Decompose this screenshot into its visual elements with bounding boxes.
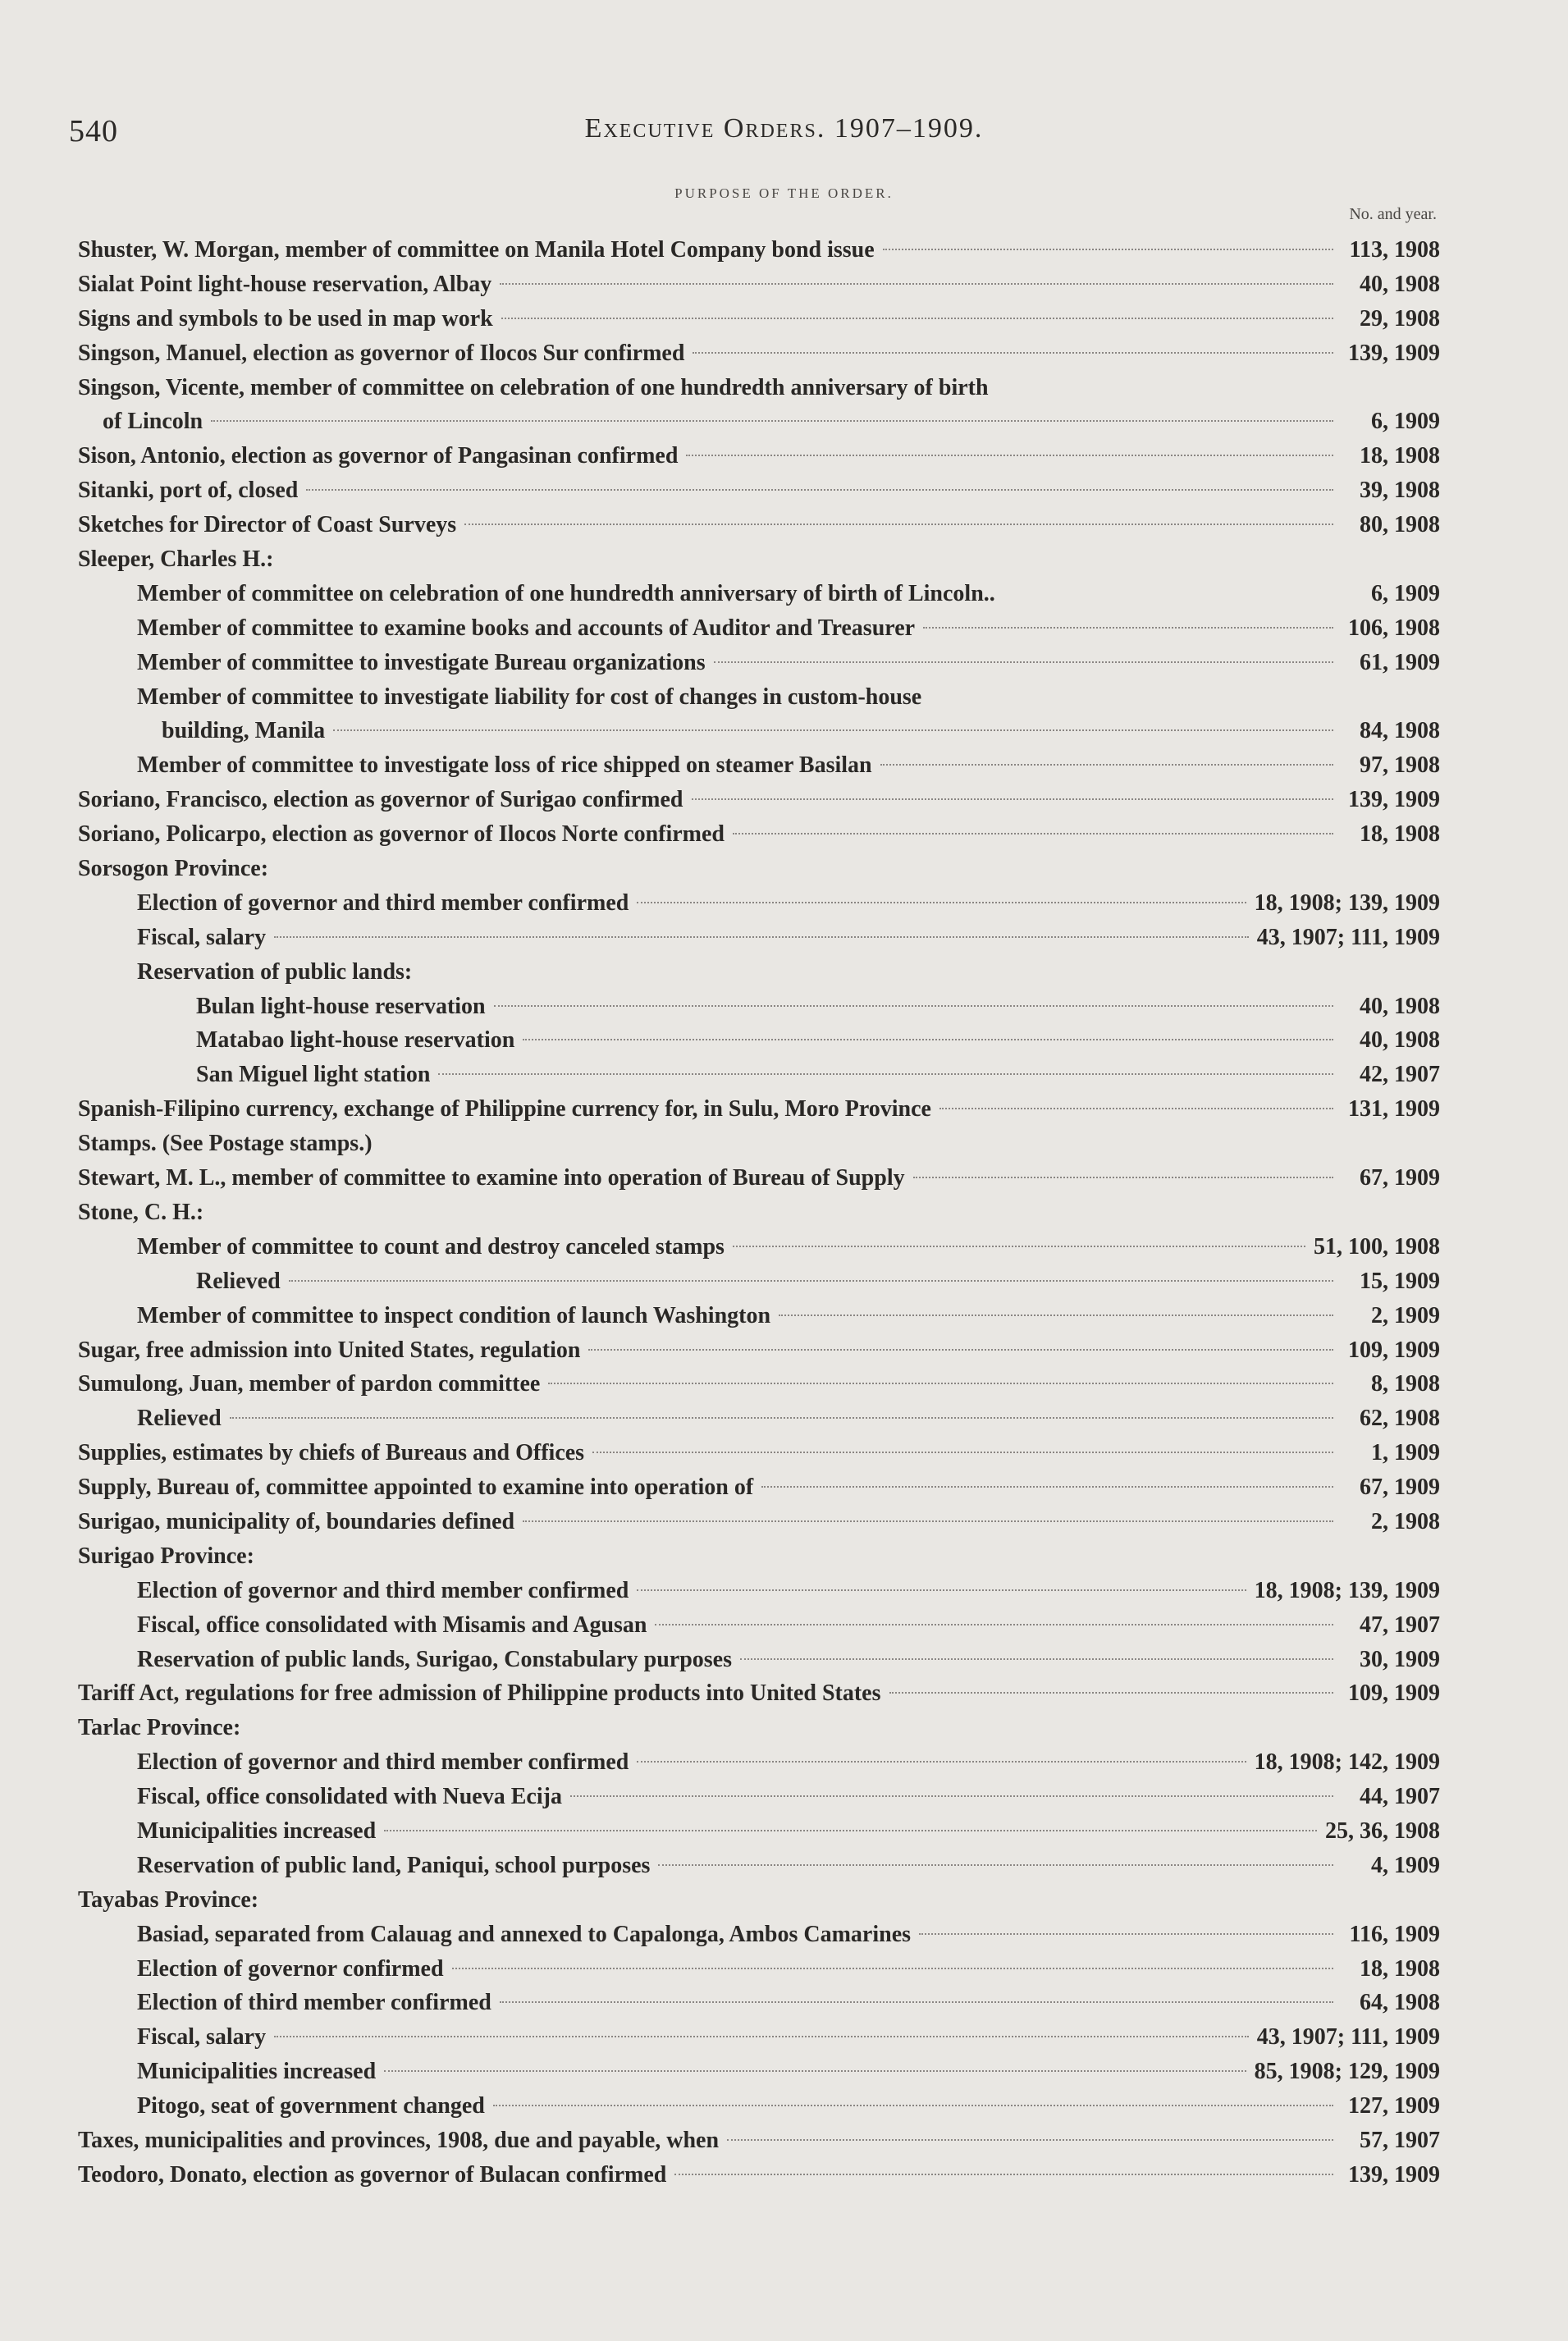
entry-text: Member of committee to investigate loss of rice shipped on steamer Basilan bbox=[137, 752, 872, 779]
entry-number: 109, 1909 bbox=[1348, 1680, 1440, 1707]
entry-number: 39, 1908 bbox=[1360, 478, 1440, 504]
dot-leader bbox=[452, 1968, 1333, 1969]
entry-text: Fiscal, salary bbox=[137, 2024, 267, 2051]
index-entry bbox=[78, 2158, 1440, 2192]
entry-text: Tarlac Province: bbox=[78, 1715, 241, 1741]
entry-number: 97, 1908 bbox=[1360, 752, 1440, 779]
index-entry bbox=[78, 439, 1440, 473]
index-entry bbox=[78, 1986, 1440, 2020]
index-entry bbox=[78, 646, 1440, 680]
entry-text: Tayabas Province: bbox=[78, 1886, 259, 1913]
entry-text: Reservation of public land, Paniqui, school purposes bbox=[137, 1852, 651, 1878]
index-entry bbox=[78, 1230, 1440, 1264]
dot-leader bbox=[306, 489, 1333, 491]
entry-number: 42, 1907 bbox=[1360, 1062, 1440, 1088]
dot-leader bbox=[740, 1658, 1333, 1660]
entry-text: Stamps. (See Postage stamps.) bbox=[78, 1131, 373, 1157]
index-entry bbox=[78, 1539, 1440, 1574]
entry-number: 18, 1908; 142, 1909 bbox=[1254, 1749, 1440, 1776]
entry-text: Election of governor and third member confirmed bbox=[137, 889, 629, 916]
index-entry bbox=[78, 1401, 1440, 1436]
index-entry bbox=[78, 1608, 1440, 1643]
index-entry bbox=[78, 1918, 1440, 1952]
entry-number: 44, 1907 bbox=[1360, 1784, 1440, 1810]
dot-leader bbox=[289, 1280, 1333, 1282]
entry-text: Municipalities increased bbox=[137, 2059, 377, 2085]
entry-text: Member of committee to examine books and accounts of Auditor and Treasurer bbox=[137, 615, 916, 641]
entry-number: 40, 1908 bbox=[1360, 271, 1440, 297]
entry-text: Shuster, W. Morgan, member of committee on Manila Hotel Company bond issue bbox=[78, 237, 875, 263]
index-entry bbox=[78, 577, 1440, 611]
dot-leader bbox=[919, 1933, 1333, 1935]
entry-number: 106, 1908 bbox=[1348, 615, 1440, 641]
entry-text: Relieved bbox=[137, 1406, 222, 1432]
index-entry bbox=[78, 473, 1440, 508]
index-entry bbox=[78, 955, 1440, 990]
dot-leader bbox=[500, 283, 1333, 285]
entry-text: Supplies, estimates by chiefs of Bureaus and Offices bbox=[78, 1440, 585, 1466]
index-entry bbox=[78, 542, 1440, 577]
entry-number: 85, 1908; 129, 1909 bbox=[1254, 2059, 1440, 2085]
entry-text: Member of committee to count and destroy canceled stamps bbox=[137, 1233, 725, 1260]
index-entry bbox=[78, 371, 1440, 405]
entry-text: Election of governor confirmed bbox=[137, 1955, 444, 1982]
dot-leader bbox=[637, 1761, 1246, 1763]
entry-text: Member of committee on celebration of one hundredth anniversary of birth of Lincoln.. bbox=[137, 580, 995, 606]
entry-text: Sugar, free admission into United States, regulation bbox=[78, 1337, 581, 1363]
entry-number: 80, 1908 bbox=[1360, 512, 1440, 538]
dot-leader bbox=[501, 318, 1333, 319]
entry-text: Signs and symbols to be used in map work bbox=[78, 305, 493, 331]
dot-leader bbox=[274, 936, 1249, 938]
column-heading: No. and year. bbox=[1349, 205, 1437, 223]
entry-number: 57, 1907 bbox=[1360, 2127, 1440, 2153]
dot-leader bbox=[274, 2036, 1249, 2037]
entry-text: Soriano, Francisco, election as governor of Surigao confirmed bbox=[78, 787, 683, 813]
index-entry bbox=[78, 1574, 1440, 1608]
entry-number: 67, 1909 bbox=[1360, 1165, 1440, 1191]
index-entry bbox=[78, 817, 1440, 852]
index-entry bbox=[78, 1780, 1440, 1814]
index-entry bbox=[78, 1676, 1440, 1711]
index-entry bbox=[78, 405, 1440, 439]
entry-text: Fiscal, office consolidated with Misamis and Agusan bbox=[137, 1612, 647, 1638]
entry-number: 29, 1908 bbox=[1360, 305, 1440, 331]
index-entry bbox=[78, 1711, 1440, 1745]
entry-number: 67, 1909 bbox=[1360, 1475, 1440, 1501]
entry-number: 2, 1909 bbox=[1371, 1302, 1440, 1328]
index-entry bbox=[78, 1092, 1440, 1127]
entry-text: Stone, C. H.: bbox=[78, 1199, 204, 1225]
index-entry bbox=[78, 233, 1440, 267]
entry-text: Election of third member confirmed bbox=[137, 1990, 491, 2016]
dot-leader bbox=[779, 1315, 1333, 1316]
dot-leader bbox=[637, 1589, 1246, 1591]
index-entry bbox=[78, 611, 1440, 646]
entry-text: Bulan light-house reservation bbox=[196, 993, 486, 1019]
dot-leader bbox=[230, 1417, 1333, 1419]
index-entry bbox=[78, 1161, 1440, 1196]
index-entry bbox=[78, 2124, 1440, 2158]
index-entry bbox=[78, 508, 1440, 542]
entry-text: Matabao light-house reservation bbox=[196, 1027, 515, 1054]
index-entry bbox=[78, 1436, 1440, 1470]
entry-number: 139, 1909 bbox=[1348, 787, 1440, 813]
entry-number: 18, 1908 bbox=[1360, 443, 1440, 469]
dot-leader bbox=[570, 1795, 1333, 1797]
index-entry bbox=[78, 1883, 1440, 1918]
index-entry bbox=[78, 1814, 1440, 1849]
dot-leader bbox=[939, 1108, 1333, 1109]
entry-number: 64, 1908 bbox=[1360, 1990, 1440, 2016]
entry-text: Teodoro, Donato, election as governor of Bulacan confirmed bbox=[78, 2161, 667, 2188]
index-entry bbox=[78, 886, 1440, 921]
dot-leader bbox=[733, 833, 1333, 834]
entry-text: Sumulong, Juan, member of pardon committee bbox=[78, 1371, 541, 1397]
dot-leader bbox=[733, 1246, 1305, 1247]
running-title: Executive Orders. 1907–1909. bbox=[584, 113, 984, 144]
index-entry bbox=[78, 1299, 1440, 1333]
entry-text: Municipalities increased bbox=[137, 1817, 377, 1844]
entry-text: Soriano, Policarpo, election as governor of Ilocos Norte confirmed bbox=[78, 821, 725, 848]
entry-number: 30, 1909 bbox=[1360, 1646, 1440, 1672]
entry-text: Tariff Act, regulations for free admission of Philippine products into United States bbox=[78, 1680, 881, 1707]
entry-number: 4, 1909 bbox=[1371, 1852, 1440, 1878]
entry-text: Sleeper, Charles H.: bbox=[78, 546, 274, 573]
dot-leader bbox=[727, 2139, 1333, 2141]
entry-text: Relieved bbox=[196, 1268, 281, 1294]
dot-leader bbox=[658, 1864, 1333, 1866]
dot-leader bbox=[693, 352, 1333, 354]
entry-text: Basiad, separated from Calauag and annexed to Capalonga, Ambos Camarines bbox=[137, 1921, 912, 1947]
entry-number: 18, 1908; 139, 1909 bbox=[1254, 1577, 1440, 1603]
entry-text: San Miguel light station bbox=[196, 1062, 431, 1088]
entry-number: 6, 1909 bbox=[1371, 409, 1440, 435]
entry-number: 127, 1909 bbox=[1348, 2093, 1440, 2119]
dot-leader bbox=[333, 729, 1333, 731]
entry-text: Spanish-Filipino currency, exchange of Philippine currency for, in Sulu, Moro Province bbox=[78, 1096, 931, 1122]
dot-leader bbox=[883, 249, 1333, 250]
dot-leader bbox=[588, 1349, 1333, 1351]
index-entry bbox=[78, 783, 1440, 817]
entry-text: Surigao Province: bbox=[78, 1543, 254, 1569]
index-entry bbox=[78, 302, 1440, 336]
dot-leader bbox=[384, 2070, 1246, 2072]
entry-text: Reservation of public lands: bbox=[137, 958, 413, 985]
dot-leader bbox=[880, 764, 1333, 766]
entry-number: 18, 1908 bbox=[1360, 821, 1440, 848]
entry-text: Sialat Point light-house reservation, Albay bbox=[78, 271, 492, 297]
entry-number: 8, 1908 bbox=[1371, 1371, 1440, 1397]
entry-text: Singson, Vicente, member of committee on celebration of one hundredth anniversary of birth bbox=[78, 374, 989, 400]
entry-number: 15, 1909 bbox=[1360, 1268, 1440, 1294]
entry-number: 1, 1909 bbox=[1371, 1440, 1440, 1466]
entry-text: Fiscal, salary bbox=[137, 924, 267, 950]
dot-leader bbox=[523, 1520, 1333, 1522]
dot-leader bbox=[592, 1452, 1333, 1453]
dot-leader bbox=[548, 1383, 1333, 1384]
index-entry bbox=[78, 1023, 1440, 1058]
entry-number: 51, 100, 1908 bbox=[1314, 1233, 1440, 1260]
index-entry bbox=[78, 1745, 1440, 1780]
entry-text: Sorsogon Province: bbox=[78, 856, 269, 882]
entry-text: Pitogo, seat of government changed bbox=[137, 2093, 485, 2119]
index-entry bbox=[78, 1849, 1440, 1883]
entry-text: Sitanki, port of, closed bbox=[78, 478, 299, 504]
index-entry bbox=[78, 1367, 1440, 1401]
dot-leader bbox=[493, 2105, 1333, 2106]
dot-leader bbox=[500, 2001, 1333, 2003]
dot-leader bbox=[384, 1830, 1317, 1831]
index-entry bbox=[78, 1470, 1440, 1505]
entry-text: of Lincoln bbox=[103, 409, 203, 435]
entry-text: Sison, Antonio, election as governor of Pangasinan confirmed bbox=[78, 443, 679, 469]
entry-number: 18, 1908; 139, 1909 bbox=[1254, 889, 1440, 916]
entry-number: 2, 1908 bbox=[1371, 1508, 1440, 1534]
dot-leader bbox=[637, 902, 1246, 903]
entry-number: 139, 1909 bbox=[1348, 2161, 1440, 2188]
entry-text: Election of governor and third member confirmed bbox=[137, 1749, 629, 1776]
entry-text: Fiscal, office consolidated with Nueva Ecija bbox=[137, 1784, 562, 1810]
dot-leader bbox=[674, 2174, 1333, 2175]
page-header bbox=[0, 113, 1568, 162]
entry-text: Supply, Bureau of, committee appointed to examine into operation of bbox=[78, 1475, 754, 1501]
entry-number: 43, 1907; 111, 1909 bbox=[1256, 2024, 1440, 2051]
entry-number: 6, 1909 bbox=[1371, 580, 1440, 606]
dot-leader bbox=[211, 420, 1333, 422]
entry-number: 61, 1909 bbox=[1360, 649, 1440, 675]
entry-text: Singson, Manuel, election as governor of Ilocos Sur confirmed bbox=[78, 340, 685, 366]
index-entry bbox=[78, 1952, 1440, 1987]
dot-leader bbox=[686, 455, 1333, 456]
index-entry bbox=[78, 1505, 1440, 1539]
entry-number: 109, 1909 bbox=[1348, 1337, 1440, 1363]
entry-text: Election of governor and third member confirmed bbox=[137, 1577, 629, 1603]
entry-number: 116, 1909 bbox=[1349, 1921, 1440, 1947]
entry-number: 25, 36, 1908 bbox=[1325, 1817, 1440, 1844]
entry-text: Surigao, municipality of, boundaries defined bbox=[78, 1508, 515, 1534]
entry-number: 40, 1908 bbox=[1360, 993, 1440, 1019]
dot-leader bbox=[494, 1005, 1333, 1007]
entry-text: building, Manila bbox=[162, 718, 326, 744]
dot-leader bbox=[523, 1039, 1333, 1040]
index-entry bbox=[78, 1643, 1440, 1677]
page-number: 540 bbox=[69, 114, 118, 149]
index-entry bbox=[78, 921, 1440, 955]
entry-number: 47, 1907 bbox=[1360, 1612, 1440, 1638]
index-entries bbox=[78, 233, 1440, 2192]
index-entry bbox=[78, 1058, 1440, 1092]
index-entry bbox=[78, 336, 1440, 371]
entry-text: Member of committee to inspect condition of launch Washington bbox=[137, 1302, 771, 1328]
entry-text: Member of committee to investigate liability for cost of changes in custom-house bbox=[137, 684, 922, 710]
entry-number: 84, 1908 bbox=[1360, 718, 1440, 744]
index-entry bbox=[78, 1127, 1440, 1161]
dot-leader bbox=[913, 1177, 1333, 1178]
index-entry bbox=[78, 2020, 1440, 2055]
index-entry bbox=[78, 990, 1440, 1024]
index-entry bbox=[78, 1333, 1440, 1368]
index-entry bbox=[78, 2089, 1440, 2124]
index-entry bbox=[78, 2055, 1440, 2089]
dot-leader bbox=[692, 798, 1333, 800]
index-entry bbox=[78, 680, 1440, 715]
index-entry bbox=[78, 1264, 1440, 1299]
entry-number: 131, 1909 bbox=[1348, 1096, 1440, 1122]
entry-number: 43, 1907; 111, 1909 bbox=[1256, 924, 1440, 950]
dot-leader bbox=[655, 1624, 1333, 1625]
index-entry bbox=[78, 1196, 1440, 1230]
entry-number: 18, 1908 bbox=[1360, 1955, 1440, 1982]
entry-text: Stewart, M. L., member of committee to examine into operation of Bureau of Supply bbox=[78, 1165, 905, 1191]
dot-leader bbox=[714, 661, 1333, 663]
dot-leader bbox=[761, 1486, 1333, 1488]
dot-leader bbox=[889, 1692, 1334, 1694]
entry-text: Reservation of public lands, Surigao, Constabulary purposes bbox=[137, 1646, 733, 1672]
entry-text: Taxes, municipalities and provinces, 1908, due and payable, when bbox=[78, 2127, 720, 2153]
index-entry bbox=[78, 748, 1440, 783]
entry-number: 62, 1908 bbox=[1360, 1406, 1440, 1432]
dot-leader bbox=[923, 627, 1333, 629]
entry-number: 113, 1908 bbox=[1349, 237, 1440, 263]
entry-text: Sketches for Director of Coast Surveys bbox=[78, 512, 457, 538]
index-entry bbox=[78, 852, 1440, 886]
index-entry bbox=[78, 267, 1440, 302]
purpose-heading: PURPOSE OF THE ORDER. bbox=[674, 185, 894, 201]
entry-text: Member of committee to investigate Bureau organizations bbox=[137, 649, 706, 675]
dot-leader bbox=[438, 1073, 1333, 1075]
entry-number: 139, 1909 bbox=[1348, 340, 1440, 366]
entry-number: 40, 1908 bbox=[1360, 1027, 1440, 1054]
index-entry bbox=[78, 714, 1440, 748]
dot-leader bbox=[464, 524, 1333, 525]
